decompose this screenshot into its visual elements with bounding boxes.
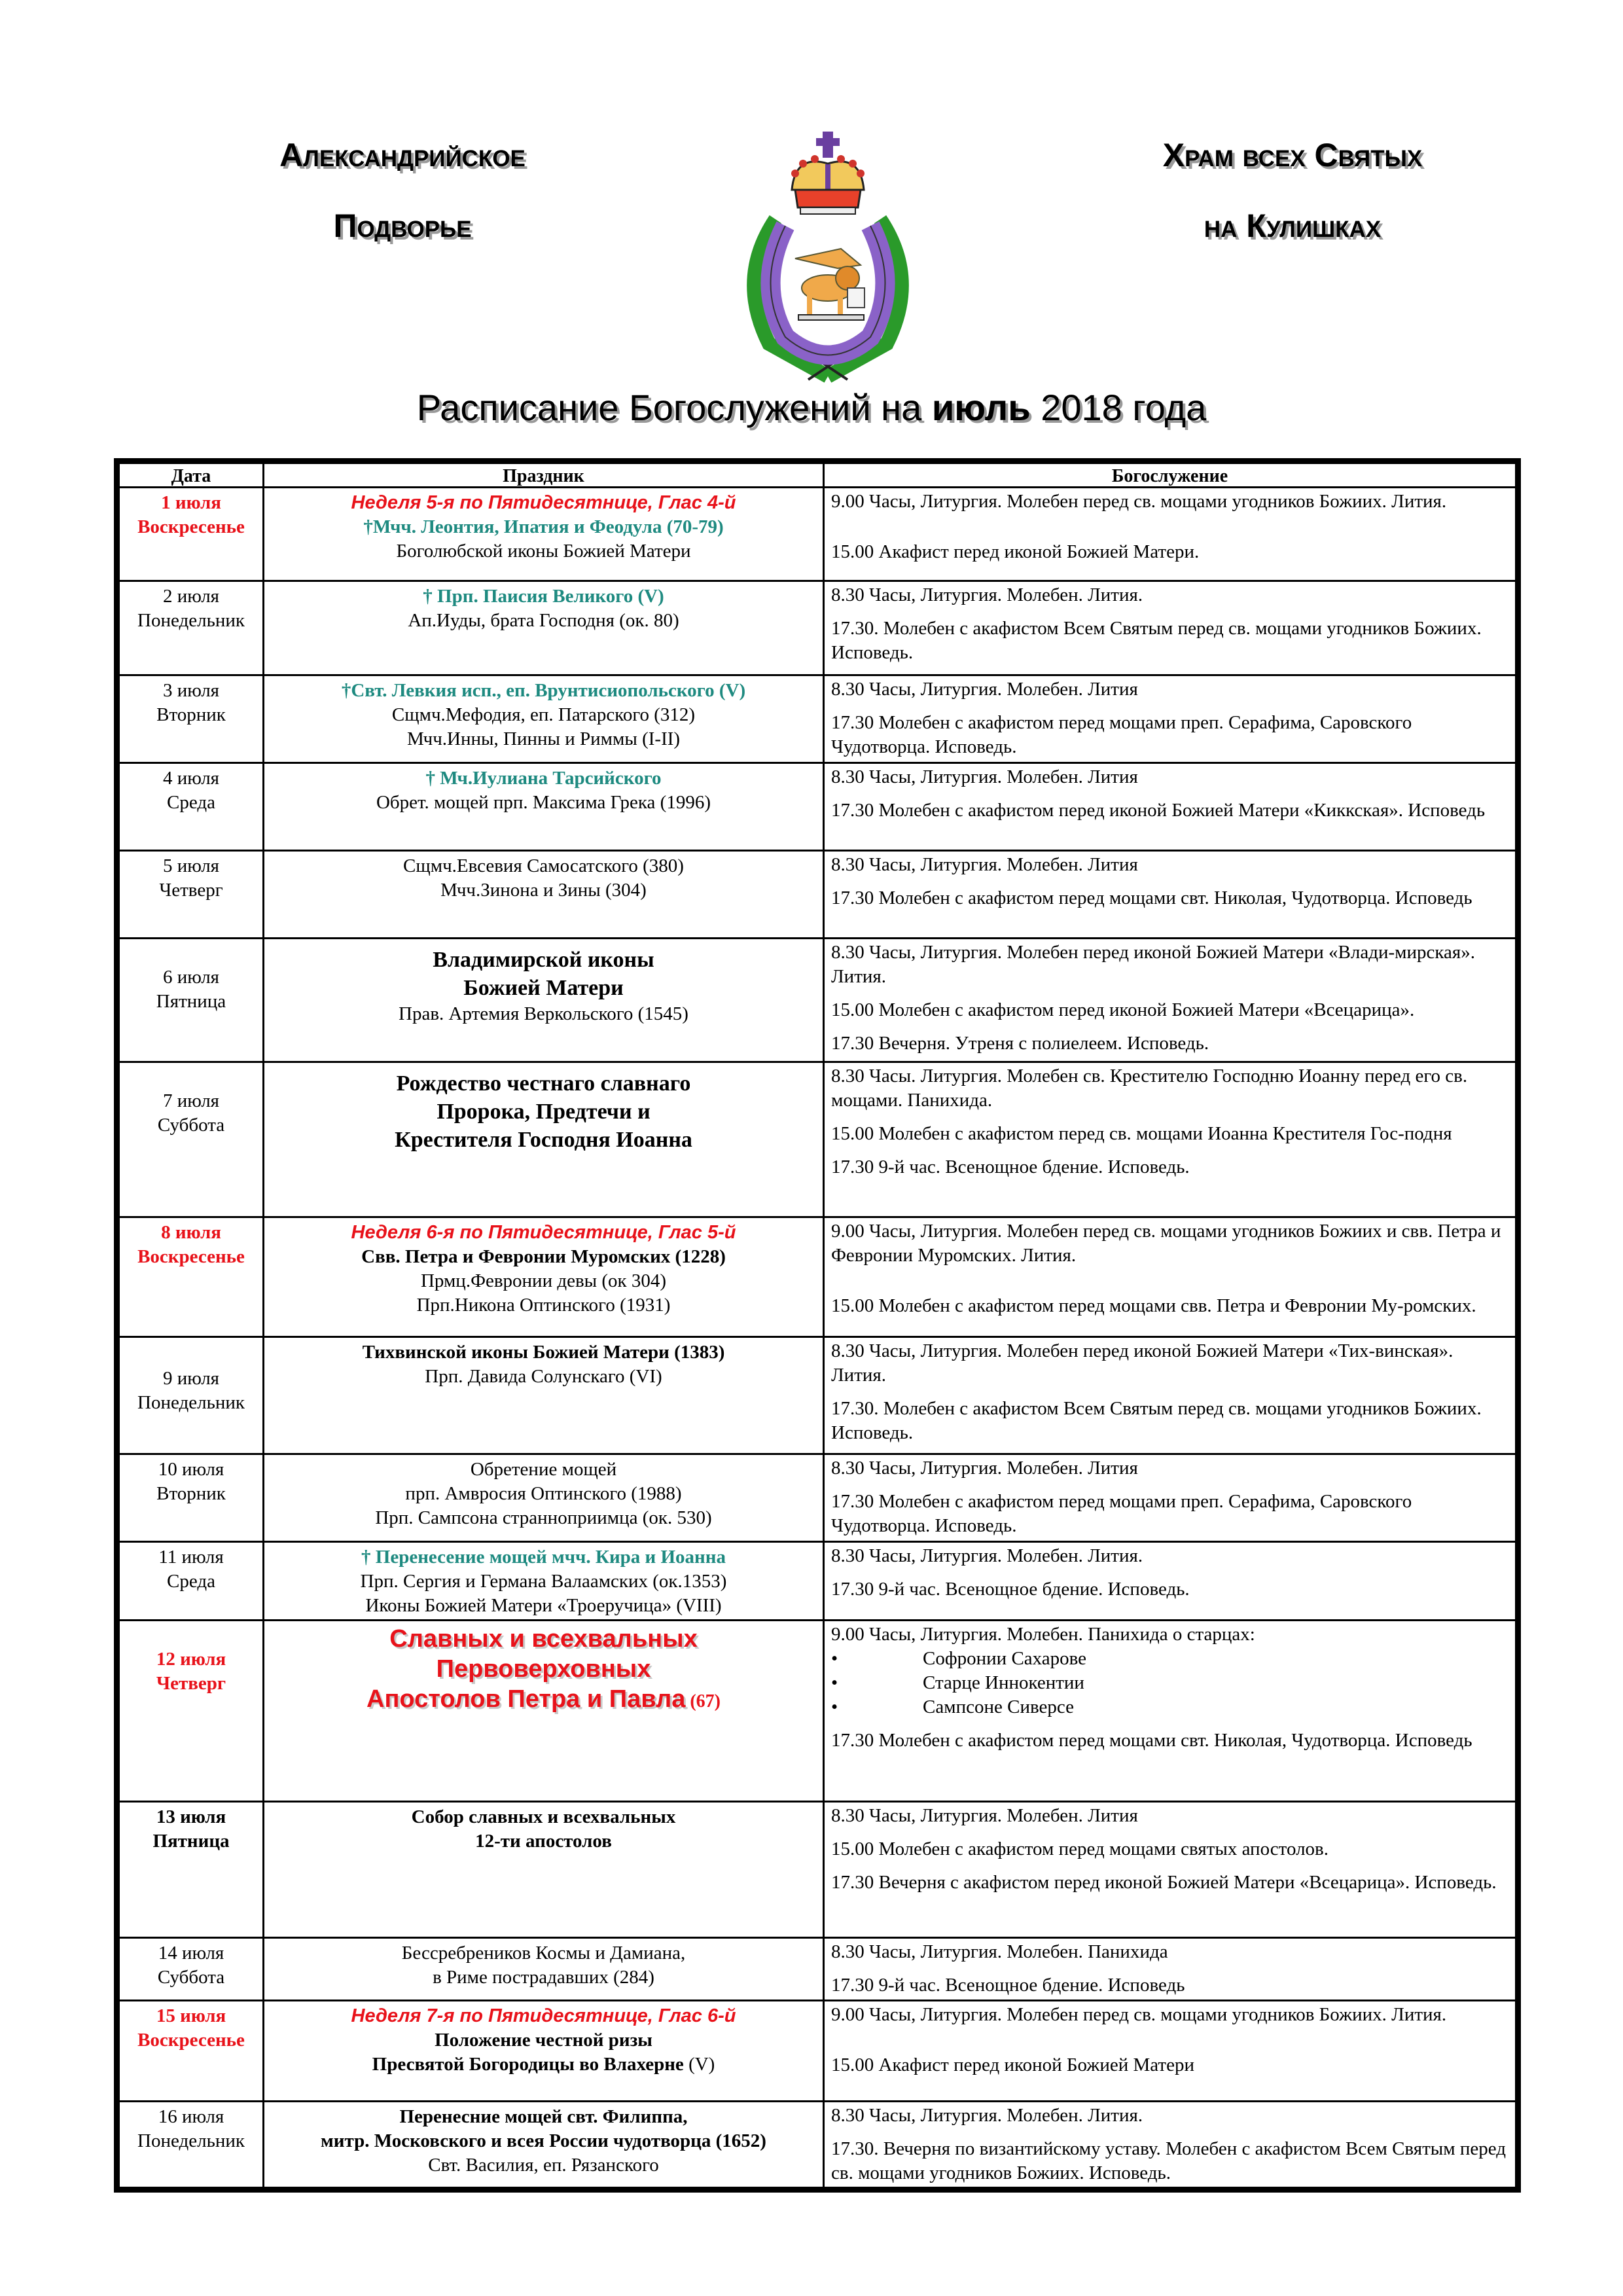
weekday-label: Четверг [156, 1673, 226, 1694]
service-entry: 9.00 Часы, Литургия. Молебен. Панихида о старцах: [831, 1624, 1255, 1645]
feast-cell [264, 1938, 824, 2001]
feast-line [270, 584, 817, 609]
feast-line [270, 1458, 817, 1482]
crown-icon [791, 132, 865, 214]
date-cell [117, 1938, 264, 2001]
feast-cell [264, 1454, 824, 1542]
feast-line-text: † Перенесение мощей мчч. Кира и Иоанна [361, 1547, 726, 1568]
feast-line-text: митр. Московского и всея России чудотворца (1652) [321, 2130, 766, 2151]
feast-line-text: 12-ти апостолов [475, 1831, 612, 1852]
date-cell [117, 1621, 264, 1802]
feast-line-text: Обретение мощей [470, 1459, 617, 1480]
weekday-label: Вторник [156, 1483, 226, 1504]
feast-cell [264, 2102, 824, 2190]
feast-line-text: Прп.Никона Оптинского (1931) [416, 1295, 671, 1316]
schedule-table [114, 458, 1521, 2193]
weekday-label: Воскресенье [137, 516, 245, 537]
services-cell [824, 1062, 1518, 1217]
feast-line-text: в Риме пострадавших (284) [433, 1967, 654, 1988]
title-prefix: Расписание Богослужений на [416, 387, 932, 428]
memorial-name: Старце Иннокентии [923, 1672, 1084, 1693]
title-suffix: 2018 года [1030, 387, 1207, 428]
service-entry: 15.00 Молебен с акафистом перед мощами свв. Петра и Февронии Му-ромских. [831, 1295, 1476, 1316]
table-row [117, 851, 1518, 939]
feast-line-text: Сщмч.Евсевия Самосатского (380) [403, 855, 684, 876]
services-cell [824, 488, 1518, 581]
feast-line [270, 679, 817, 703]
feast-line-text: Первоверховных [436, 1655, 651, 1683]
feast-line [270, 2129, 817, 2153]
services-cell [824, 675, 1518, 763]
feast-line [270, 727, 817, 751]
services-cell [824, 851, 1518, 939]
feast-line-text: † Мч.Иулиана Тарсийского [425, 768, 662, 789]
feast-line [270, 539, 817, 564]
service-entry: 17.30 Молебен с акафистом перед мощами свт. Николая, Чудотворца. Исповедь [831, 888, 1472, 908]
feast-line-text: Славных и всехвальных [389, 1625, 698, 1653]
feast-line-text: Крестителя Господня Иоанна [395, 1128, 692, 1152]
feast-line-text: Пророка, Предтечи и [437, 1100, 651, 1124]
feast-line-text: Апостолов Петра и Павла [366, 1685, 686, 1713]
service-entry: 8.30 Часы, Литургия. Молебен. Лития [831, 1458, 1138, 1479]
feast-line [270, 1624, 817, 1654]
date-cell [117, 2102, 264, 2190]
feast-line [270, 515, 817, 539]
feast-line-text: Прав. Артемия Веркольского (1545) [399, 1003, 688, 1024]
table-row [117, 1621, 1518, 1802]
service-entry: 8.30 Часы, Литургия. Молебен перед иконой Божией Матери «Влади-мирская». Лития. [831, 942, 1475, 987]
feast-line [270, 946, 817, 974]
feast-line [270, 854, 817, 878]
feast-line [270, 1098, 817, 1126]
service-entry: 17.30 Молебен с акафистом перед мощами преп. Серафима, Саровского Чудотворца. Исповедь. [831, 1491, 1412, 1536]
feast-line-text: прп. Амвросия Оптинского (1988) [405, 1483, 682, 1504]
table-row [117, 488, 1518, 581]
feast-cell [264, 581, 824, 675]
services-cell [824, 1938, 1518, 2001]
date-cell [117, 1802, 264, 1938]
feast-line [270, 1941, 817, 1965]
service-entry: 8.30 Часы, Литургия. Молебен. Лития [831, 766, 1138, 787]
services-cell [824, 939, 1518, 1062]
header-right-line-2: на Кулишках [1204, 207, 1382, 244]
services-cell [824, 1621, 1518, 1802]
feast-line [270, 974, 817, 1002]
weekday-label: Понедельник [137, 2130, 245, 2151]
service-entry: 15.00 Молебен с акафистом перед св. мощами Иоанна Крестителя Гос-подня [831, 1123, 1452, 1144]
feast-line [270, 2053, 817, 2077]
feast-line-text: Рождество честнаго славнаго [396, 1071, 691, 1096]
bullet-icon: • [831, 1696, 838, 1717]
weekday-label: Понедельник [137, 1392, 245, 1413]
column-header-date: Дата [117, 461, 264, 488]
feast-line [270, 1684, 817, 1717]
feast-line-text: † Прп. Паисия Великого (V) [423, 586, 664, 607]
service-entry: 9.00 Часы, Литургия. Молебен перед св. мощами угодников Божиих. Лития. [831, 491, 1447, 512]
feast-line-text: Неделя 5-я по Пятидесятнице, Глас 4-й [351, 492, 736, 513]
feast-line [270, 703, 817, 727]
feast-cell [264, 2001, 824, 2102]
service-entry: 8.30 Часы, Литургия. Молебен. Панихида [831, 1941, 1168, 1962]
table-row [117, 1542, 1518, 1621]
header-left-line-2: Подворье [333, 207, 472, 244]
service-entry: 17.30 9-й час. Всенощное бдение. Исповедь. [831, 1157, 1190, 1177]
feast-line [270, 1506, 817, 1530]
weekday-label: Воскресенье [137, 1246, 245, 1267]
feast-line-suffix: (V) [683, 2054, 715, 2075]
date-label: 5 июля [162, 855, 220, 876]
feast-line [270, 1245, 817, 1269]
feast-cell [264, 851, 824, 939]
weekday-label: Среда [167, 792, 215, 813]
service-entry: 15.00 Акафист перед иконой Божией Матери. [831, 541, 1200, 562]
date-cell [117, 1337, 264, 1454]
bullet-icon: • [831, 1648, 838, 1669]
patriarchate-emblem-icon [730, 128, 926, 383]
date-label: 10 июля [158, 1459, 224, 1480]
feast-line-text: Тихвинской иконы Божией Матери (1383) [362, 1342, 725, 1363]
weekday-label: Вторник [156, 704, 226, 725]
feast-line-text: †Свт. Левкия исп., еп. Врунтисиопольского (V) [341, 680, 746, 701]
feast-line [270, 1340, 817, 1365]
services-cell [824, 763, 1518, 851]
table-row [117, 1454, 1518, 1542]
date-cell [117, 1454, 264, 1542]
service-entry: 17.30. Вечерня по византийскому уставу. Молебен с акафистом Всем Святым перед св. мощами угодников Божиих. Исповедь. [831, 2138, 1506, 2183]
date-label: 3 июля [162, 680, 220, 701]
weekday-label: Понедельник [137, 610, 245, 631]
feast-line [270, 2105, 817, 2129]
date-label: 7 июля [162, 1090, 220, 1111]
table-row [117, 2102, 1518, 2190]
feast-line [270, 878, 817, 903]
service-entry: 15.00 Молебен с акафистом перед мощами святых апостолов. [831, 1839, 1329, 1859]
feast-line-text: Боголюбской иконы Божией Матери [396, 541, 691, 562]
header-left-title [242, 139, 563, 242]
service-entry: 17.30. Молебен с акафистом Всем Святым перед св. мощами угодников Божиих. Исповедь. [831, 618, 1482, 663]
feast-line [270, 1365, 817, 1389]
service-entry: 17.30 Вечерня с акафистом перед иконой Божией Матери «Всецарица». Исповедь. [831, 1872, 1497, 1893]
table-row [117, 1802, 1518, 1938]
weekday-label: Суббота [157, 1115, 225, 1136]
feast-line-text: Божией Матери [463, 976, 624, 1000]
feast-line [270, 766, 817, 791]
date-cell [117, 1217, 264, 1337]
feast-line-text: Прмц.Февронии девы (ок 304) [420, 1270, 667, 1291]
feast-cell [264, 1802, 824, 1938]
date-label: 14 июля [158, 1943, 224, 1964]
weekday-label: Среда [167, 1571, 215, 1592]
services-cell [824, 2102, 1518, 2190]
feast-line [270, 1805, 817, 1829]
feast-line-text: Иконы Божией Матери «Троеручица» (VIII) [365, 1595, 722, 1616]
date-label: 15 июля [156, 2005, 226, 2026]
feast-line [270, 491, 817, 515]
service-entry: 15.00 Молебен с акафистом перед иконой Божией Матери «Всецарица». [831, 999, 1415, 1020]
feast-cell [264, 1217, 824, 1337]
date-cell [117, 2001, 264, 2102]
feast-line [270, 791, 817, 815]
feast-line-text: Обрет. мощей прп. Максима Грека (1996) [376, 792, 711, 813]
feast-line-text: Прп. Сампсона странноприимца (ок. 530) [375, 1507, 712, 1528]
feast-line [270, 2004, 817, 2028]
header-right-line-1: Храм всех Святых [1162, 137, 1423, 173]
service-entry: 9.00 Часы, Литургия. Молебен перед св. мощами угодников Божиих. Лития. [831, 2004, 1447, 2025]
date-label: 8 июля [161, 1222, 221, 1243]
services-cell [824, 2001, 1518, 2102]
service-entry: 8.30 Часы, Литургия. Молебен. Лития [831, 854, 1138, 875]
feast-cell [264, 763, 824, 851]
date-cell [117, 1542, 264, 1621]
table-row [117, 1062, 1518, 1217]
feast-cell [264, 1542, 824, 1621]
feast-line [270, 1221, 817, 1245]
date-label: 9 июля [162, 1368, 220, 1389]
column-header-services: Богослужение [824, 461, 1518, 488]
feast-line [270, 2028, 817, 2053]
feast-cell [264, 1062, 824, 1217]
header-left-line-1: Александрийское [279, 137, 526, 173]
feast-line-suffix: (67) [685, 1691, 721, 1712]
service-entry: 8.30 Часы, Литургия. Молебен. Лития. [831, 2105, 1143, 2126]
service-entry: 17.30 9-й час. Всенощное бдение. Исповедь. [831, 1579, 1190, 1600]
service-entry: 17.30 Молебен с акафистом перед иконой Божией Матери «Киккская». Исповедь [831, 800, 1486, 821]
services-cell [824, 1337, 1518, 1454]
feast-line [270, 1965, 817, 1990]
date-label: 4 июля [162, 768, 220, 789]
table-row [117, 939, 1518, 1062]
service-entry: 15.00 Акафист перед иконой Божией Матери [831, 2054, 1194, 2075]
feast-line [270, 1482, 817, 1506]
memorial-list-item [831, 1671, 1508, 1695]
feast-line [270, 1594, 817, 1618]
feast-line [270, 1126, 817, 1154]
feast-line [270, 1269, 817, 1293]
memorial-name: Сампсоне Сиверсе [923, 1696, 1074, 1717]
date-label: 2 июля [162, 586, 220, 607]
service-entry: 8.30 Часы, Литургия. Молебен. Лития [831, 679, 1138, 700]
date-cell [117, 581, 264, 675]
feast-line-text: Положение честной ризы [435, 2030, 652, 2051]
date-label: 16 июля [158, 2106, 224, 2127]
memorial-name: Софронии Сахарове [923, 1648, 1087, 1669]
service-entry: 8.30 Часы, Литургия. Молебен перед иконой Божией Матери «Тих-винская». Лития. [831, 1340, 1454, 1386]
feast-line-text: †Мчч. Леонтия, Ипатия и Феодула (70-79) [363, 516, 724, 537]
date-cell [117, 939, 264, 1062]
service-entry: 17.30. Молебен с акафистом Всем Святым перед св. мощами угодников Божиих. Исповедь. [831, 1398, 1482, 1443]
feast-line-text: Ап.Иуды, брата Господня (ок. 80) [408, 610, 679, 631]
services-cell [824, 1217, 1518, 1337]
date-cell [117, 763, 264, 851]
date-cell [117, 488, 264, 581]
services-cell [824, 1542, 1518, 1621]
feast-cell [264, 488, 824, 581]
column-header-feast: Праздник [264, 461, 824, 488]
feast-line-text: Мчч.Инны, Пинны и Риммы (I-II) [406, 728, 681, 749]
table-body [117, 488, 1518, 2190]
services-cell [824, 1454, 1518, 1542]
services-cell [824, 1802, 1518, 1938]
feast-line-text: Пресвятой Богородицы во Влахерне [372, 2054, 684, 2075]
date-cell [117, 851, 264, 939]
service-entry: 17.30 Молебен с акафистом перед мощами преп. Серафима, Саровского Чудотворца. Исповедь. [831, 712, 1412, 757]
bullet-icon: • [831, 1672, 838, 1693]
feast-line [270, 1069, 817, 1098]
date-cell [117, 1062, 264, 1217]
service-entry: 8.30 Часы, Литургия. Молебен. Лития. [831, 1545, 1143, 1566]
table-row [117, 1938, 1518, 2001]
date-label: 11 июля [158, 1547, 224, 1568]
date-label: 12 июля [156, 1649, 226, 1670]
service-entry: 17.30 Молебен с акафистом перед мощами свт. Николая, Чудотворца. Исповедь [831, 1730, 1472, 1751]
feast-line [270, 1545, 817, 1570]
service-entry: 9.00 Часы, Литургия. Молебен перед св. мощами угодников Божиих и свв. Петра и Февронии Муромских. Лития. [831, 1221, 1501, 1266]
table-row [117, 763, 1518, 851]
table-row [117, 1217, 1518, 1337]
feast-line [270, 1002, 817, 1026]
title-month: июль [931, 387, 1031, 428]
feast-cell [264, 1337, 824, 1454]
table-row [117, 581, 1518, 675]
feast-line [270, 609, 817, 633]
memorial-list-item [831, 1647, 1508, 1671]
weekday-label: Суббота [157, 1967, 225, 1988]
services-cell [824, 581, 1518, 675]
service-entry: 8.30 Часы, Литургия. Молебен. Лития [831, 1805, 1138, 1826]
table-row [117, 1337, 1518, 1454]
weekday-label: Пятница [156, 991, 226, 1012]
feast-line-text: Неделя 7-я по Пятидесятнице, Глас 6-й [351, 2005, 736, 2026]
feast-line [270, 1570, 817, 1594]
page-title [0, 386, 1623, 429]
feast-cell [264, 1621, 824, 1802]
weekday-label: Пятница [152, 1831, 230, 1852]
feast-line-text: Сщмч.Мефодия, еп. Патарского (312) [391, 704, 696, 725]
feast-line-text: Прп. Сергия и Германа Валаамских (ок.1353) [360, 1571, 727, 1592]
feast-line-text: Неделя 6-я по Пятидесятнице, Глас 5-й [351, 1222, 736, 1243]
feast-line-text: Прп. Давида Солунскаго (VI) [425, 1366, 662, 1387]
feast-line [270, 1829, 817, 1854]
feast-line-text: Перенесние мощей свт. Филиппа, [399, 2106, 688, 2127]
weekday-label: Четверг [159, 880, 223, 901]
table-header-row [117, 461, 1518, 488]
weekday-label: Воскресенье [137, 2030, 245, 2051]
feast-line-text: Собор славных и всехвальных [411, 1806, 676, 1827]
date-cell [117, 675, 264, 763]
feast-line-text: Свт. Василия, еп. Рязанского [428, 2155, 659, 2176]
feast-cell [264, 939, 824, 1062]
feast-line-text: Бессребреников Космы и Дамиана, [401, 1943, 686, 1964]
date-label: 6 июля [162, 967, 220, 988]
feast-line-text: Владимирской иконы [433, 948, 654, 972]
memorial-list-item [831, 1695, 1508, 1719]
winged-lion-icon [795, 249, 865, 320]
feast-line [270, 1293, 817, 1318]
table-row [117, 2001, 1518, 2102]
service-entry: 8.30 Часы, Литургия. Молебен. Лития. [831, 584, 1143, 605]
table-row [117, 675, 1518, 763]
service-entry: 17.30 Вечерня. Утреня с полиелеем. Исповедь. [831, 1033, 1209, 1054]
feast-line-text: Мчч.Зинона и Зины (304) [440, 880, 647, 901]
feast-line-text: Свв. Петра и Февронии Муромских (1228) [361, 1246, 726, 1267]
feast-line [270, 2153, 817, 2178]
feast-cell [264, 675, 824, 763]
date-label: 13 июля [156, 1806, 226, 1827]
service-entry: 8.30 Часы. Литургия. Молебен св. Крестителю Господню Иоанну перед его св. мощами. Панихида. [831, 1066, 1468, 1111]
header-right-title [1086, 139, 1499, 242]
feast-line [270, 1654, 817, 1684]
service-entry: 17.30 9-й час. Всенощное бдение. Исповедь [831, 1975, 1185, 1996]
date-label: 1 июля [161, 492, 221, 513]
